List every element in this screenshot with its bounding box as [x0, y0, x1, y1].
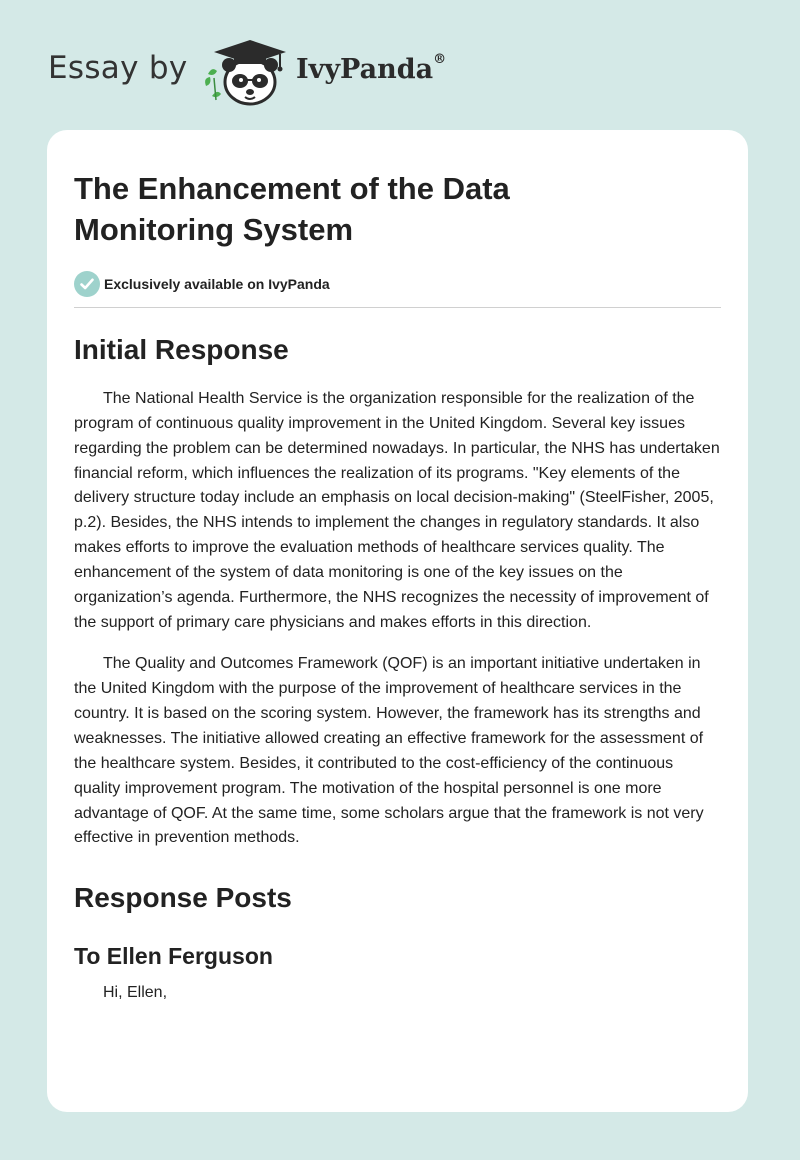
paragraph: The National Health Service is the organization responsible for the realization of the program of continuous quality improvement in the United Kingdom. Several key issues regarding the problem can be determined nowadays. In particular, the NHS has undertaken financial reform, which influences the realization of its programs. "Key elements of the delivery structure today include an emphasis on local decision-making" (SteelFisher, 2005, p.2). Besides, the NHS intends to implement the changes in regulatory standards. It also makes efforts to improve the evaluation methods of healthcare services quality. The enhancement of the system of data monitoring is one of the key issues on the organization’s agenda. Furthermore, the NHS recognizes the necessity of improvement of the support of primary care physicians and makes efforts in this direction. [74, 390, 720, 631]
paragraph: The Quality and Outcomes Framework (QOF) is an important initiative undertaken in the United Kingdom with the purpose of the improvement of healthcare services in the country. It is based on the scoring system. However, the framework has its strengths and weaknesses. The initiative allowed creating an effective framework for the assessment of the healthcare system. Besides, it contributed to the cost-efficiency of the continuous quality improvement program. The motivation of the hospital personnel is one more advantage of QOF. At the same time, some scholars argue that the framework is not very effective in prevention methods. [74, 655, 704, 847]
brand-name[interactable]: IvyPanda® [296, 52, 447, 85]
page-title: The Enhancement of the Data Monitoring System [74, 171, 510, 247]
essay-card [47, 130, 748, 1112]
check-icon [74, 271, 100, 297]
essay-by-label: Essay by [48, 50, 188, 86]
subheading-to-ellen: To Ellen Ferguson [74, 943, 273, 970]
site-header [48, 34, 548, 114]
exclusive-badge [74, 270, 721, 298]
exclusive-label: Exclusively available on IvyPanda [104, 276, 330, 292]
paragraph: Hi, Ellen, [103, 984, 168, 1002]
divider [74, 307, 721, 308]
section-heading-initial-response: Initial Response [74, 334, 289, 365]
ivypanda-logo-icon[interactable] [200, 34, 292, 110]
section-heading-response-posts: Response Posts [74, 882, 292, 914]
